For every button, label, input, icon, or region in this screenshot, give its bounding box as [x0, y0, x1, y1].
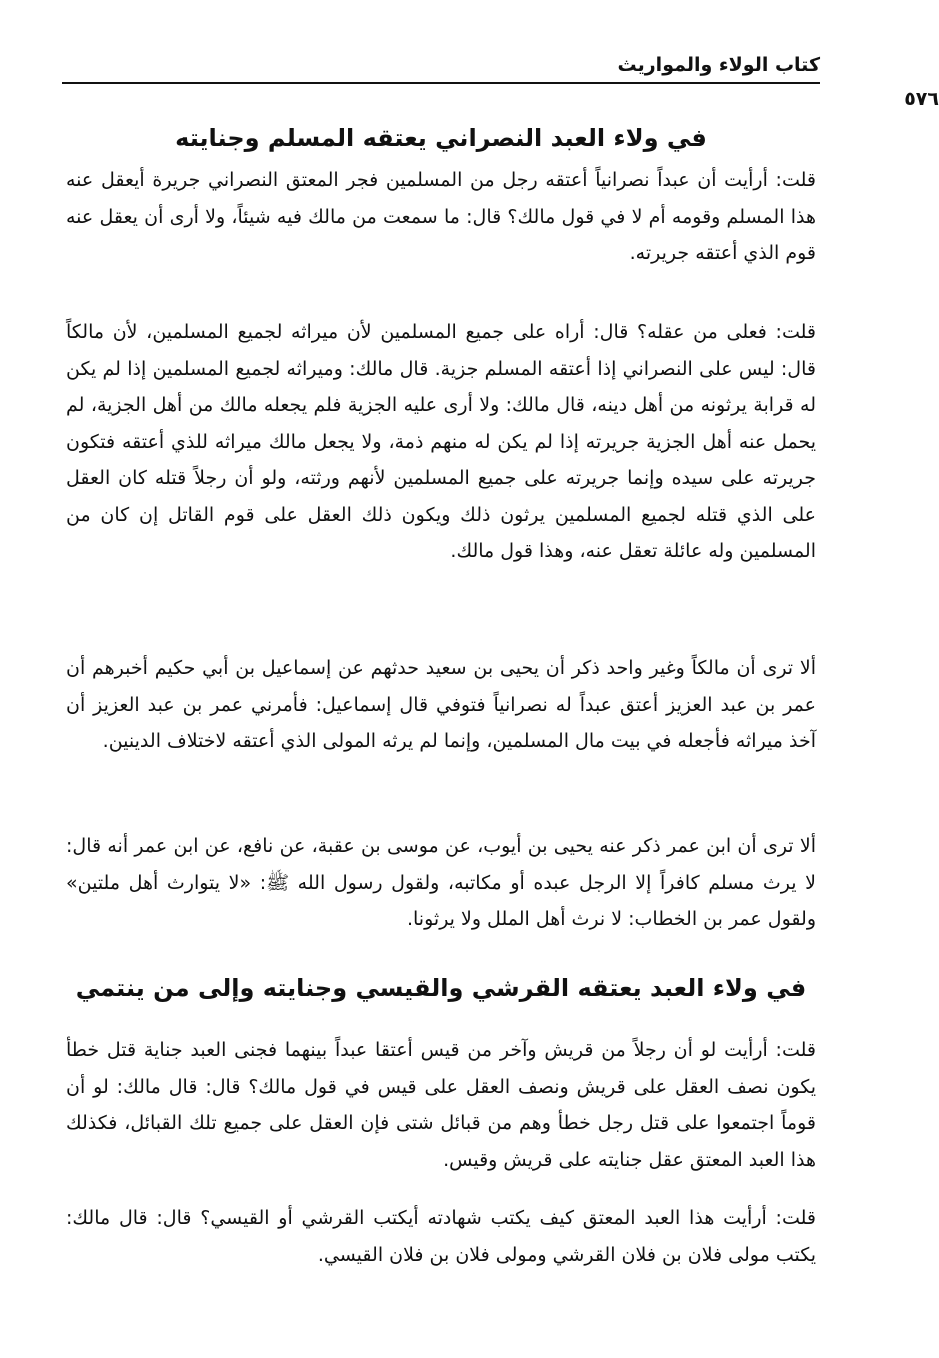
paragraph-text: ألا ترى أن مالكاً وغير واحد ذكر أن يحيى بن سعيد حدثهم عن إسماعيل بن أبي حكيم أخبرهم أن عمر بن عبد العزيز أعتق عبداً له نصرانياً فتوفي قال إسماعيل: فأمرني عمر بن عبد العزيز أن آخذ ميراثه فأجعله في بيت مال المسلمين، وإنما لم يرثه المولى الذي أعتقه لاختلاف الدينين. — [66, 657, 816, 752]
paragraph-text: قلت: أرأيت لو أن رجلاً من قريش وآخر من قيس أعتقا عبداً بينهما فجنى العبد جناية قتل خطأ يكون نصف العقل على قريش ونصف العقل على قيس في قول مالك؟ قال: قال مالك: لو أن قوماً اجتمعوا على قتل رجل خطأ وهم من قبائل شتى فإن العقل على جميع تلك القبائل، فكذلك هذا العبد المعتق عقل جنايته على قريش وقيس. — [66, 1039, 816, 1171]
paragraph — [66, 650, 816, 760]
page-number: ٥٧٦ — [904, 88, 939, 110]
paragraph-text: قلت: فعلى من عقله؟ قال: أراه على جميع المسلمين لأن ميراثه لجميع المسلمين، لأن مالكاً قال: ليس على النصراني إذا أعتقه المسلم جزية. قال مالك: وميراثه لجميع المسلمين إذا لم يكن له قرابة يرثونه من أهل دينه، قال مالك: ولا أرى عليه الجزية فلم يجعله مالك من أهل الجزية، لم يحمل عنه أهل الجزية جريرته إذا لم يكن له منهم ذمة، ولا يجعل مالك ميراثه للذي أعتقه فتكون جريرته على سيده وإنما جريرته على جميع المسلمين لأنهم ورثته، ولو أن رجلاً قتله كان العقل على الذي قتله لجميع المسلمين يرثون ذلك ويكون ذلك العقل على قوم القاتل إن كان من المسلمين وله عائلة تعقل عنه، وهذا قول مالك. — [66, 321, 816, 562]
paragraph-text: قلت: أرأيت أن عبداً نصرانياً أعتقه رجل من المسلمين فجر المعتق النصراني جريرة أيعقل عنه هذا المسلم وقومه أم لا في قول مالك؟ قال: ما سمعت من مالك فيه شيئاً، ولا أرى أن يعقل عنه قوم الذي أعتقه جريرته. — [66, 169, 816, 264]
running-title: كتاب الولاء والمواريث — [617, 54, 820, 76]
section-title: في ولاء العبد يعتقه القرشي والقيسي وجنايته وإلى من ينتمي — [75, 974, 807, 1002]
paragraph — [66, 1200, 816, 1273]
paragraph-text: قلت: أرأيت هذا العبد المعتق كيف يكتب شهادته أيكتب القرشي أو القيسي؟ قال: قال مالك: يكتب مولى فلان بن فلان القرشي ومولى فلان بن فلان القيسي. — [66, 1207, 816, 1266]
paragraph-text: ألا ترى أن ابن عمر ذكر عنه يحيى بن أيوب، عن موسى بن عقبة، عن نافع، عن ابن عمر أنه قال: لا يرث مسلم كافراً إلا الرجل عبده أو مكاتبه، ولقول رسول الله ﷺ: «لا يتوارث أهل ملتين» ولقول عمر بن الخطاب: لا نرث أهل الملل ولا يرثونا. — [66, 835, 816, 930]
page-header — [62, 52, 820, 84]
paragraph — [66, 314, 816, 570]
paragraph — [66, 1032, 816, 1178]
section-title: في ولاء العبد النصراني يعتقه المسلم وجنايته — [175, 124, 707, 152]
paragraph — [66, 828, 816, 938]
paragraph — [66, 162, 816, 272]
